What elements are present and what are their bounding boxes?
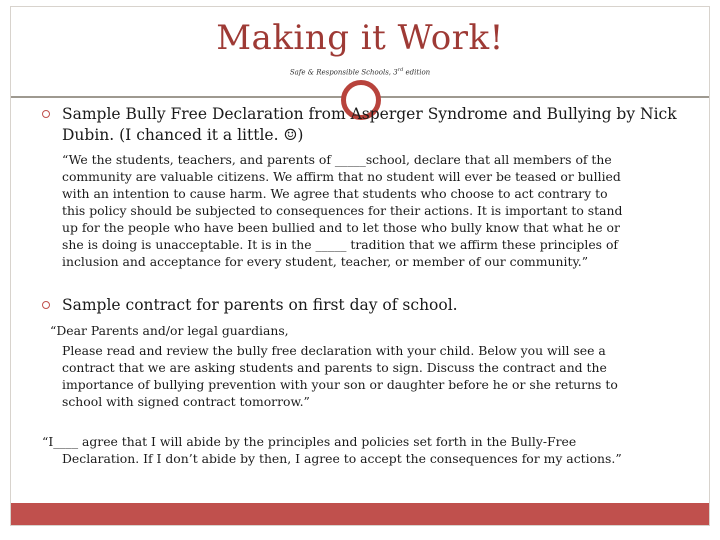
bullet-2-line-1: Sample contract for parents on first day of school. bbox=[62, 296, 458, 314]
circle-bullet-icon bbox=[42, 301, 50, 309]
footer-accent-bar bbox=[11, 503, 709, 525]
circle-bullet-icon bbox=[42, 110, 50, 118]
agreement-line: “I____ agree that I will abide by the principles and policies set forth in the Bully-Free bbox=[42, 434, 577, 449]
letter-line: contract that we are asking students and parents to sign. Discuss the contract and the bbox=[62, 360, 607, 375]
declaration-line: community are valuable citizens. We affirm that no student will ever be teased or bullied bbox=[62, 169, 621, 184]
subtitle-tail: edition bbox=[403, 68, 431, 77]
subtitle-superscript: rd bbox=[397, 67, 404, 73]
bullet-1-line-2: Dubin. (I chanced it a little. ☺) bbox=[62, 126, 304, 144]
agreement-line: Declaration. If I don’t abide by then, I agree to accept the consequences for my actions.” bbox=[62, 451, 622, 466]
letter-line: school with signed contract tomorrow.” bbox=[62, 394, 310, 409]
declaration-line: inclusion and acceptance for every student, teacher, or member of our community.” bbox=[62, 254, 589, 269]
subtitle-text: Safe & Responsible Schools, 3 bbox=[289, 68, 398, 77]
declaration-line: “We the students, teachers, and parents of _____school, declare that all members of the bbox=[62, 152, 612, 167]
declaration-line: this policy should be subjected to consequences for their actions. It is important to stand bbox=[62, 203, 623, 218]
declaration-line: with an intention to cause harm. We agree that students who choose to act contrary to bbox=[62, 186, 608, 201]
letter-line: Please read and review the bully free declaration with your child. Below you will see a bbox=[62, 343, 606, 358]
declaration-line: up for the people who have been bullied and to let those who bully know that what he or bbox=[62, 220, 620, 235]
bullet-1-line-1: Sample Bully Free Declaration from Asperger Syndrome and Bullying by Nick bbox=[62, 105, 677, 123]
letter-line: importance of bullying prevention with your son or daughter before he or she returns to bbox=[62, 377, 618, 392]
slide-subtitle bbox=[0, 67, 720, 76]
letter-salutation: “Dear Parents and/or legal guardians, bbox=[50, 323, 289, 338]
declaration-line: she is doing is unacceptable. It is in the _____ tradition that we affirm these principles of bbox=[62, 237, 618, 252]
slide-title: Making it Work! bbox=[216, 18, 504, 58]
